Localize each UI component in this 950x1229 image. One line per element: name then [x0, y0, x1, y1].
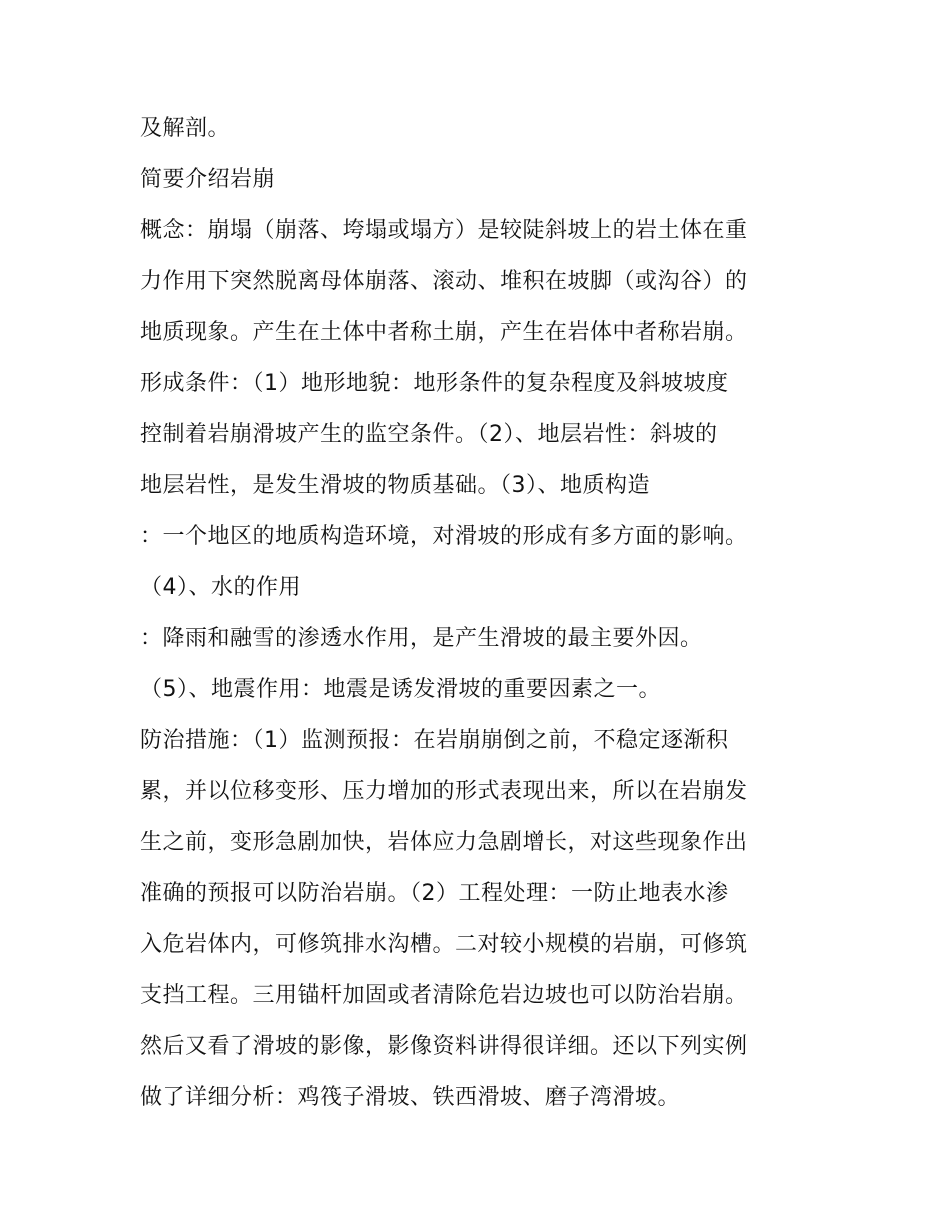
- text-line: 然后又看了滑坡的影像，影像资料讲得很详细。还以下列实例: [140, 1034, 748, 1059]
- text-line: 做了详细分析：鸡筏子滑坡、铁西滑坡、磨子湾滑坡。: [140, 1085, 681, 1110]
- text-line: 地层岩性，是发生滑坡的物质基础。（3）、地质构造: [140, 473, 650, 498]
- text-line: 生之前，变形急剧加快，岩体应力急剧增长，对这些现象作出: [140, 830, 748, 855]
- text-line: 及解剖。: [140, 116, 231, 141]
- text-line: （5）、地震作用：地震是诱发滑坡的重要因素之一。: [140, 677, 661, 702]
- section-heading: 简要介绍岩崩: [140, 167, 276, 192]
- text-line: 累，并以位移变形、压力增加的形式表现出来，所以在岩崩发: [140, 779, 748, 804]
- text-line: 力作用下突然脱离母体崩落、滚动、堆积在坡脚（或沟谷）的: [140, 269, 748, 294]
- text-line: 入危岩体内，可修筑排水沟槽。二对较小规模的岩崩，可修筑: [140, 932, 748, 957]
- text-line: ：一个地区的地质构造环境，对滑坡的形成有多方面的影响。: [140, 524, 748, 549]
- text-line: （4）、水的作用: [140, 575, 301, 600]
- text-line: ：降雨和融雪的渗透水作用，是产生滑坡的最主要外因。: [140, 626, 703, 651]
- text-line: 防治措施：（1）监测预报：在岩崩崩倒之前，不稳定逐渐积: [140, 728, 729, 753]
- text-line: 概念：崩塌（崩落、垮塌或塌方）是较陡斜坡上的岩土体在重: [140, 218, 748, 243]
- text-line: 控制着岩崩滑坡产生的监空条件。（2）、地层岩性：斜坡的: [140, 422, 718, 447]
- text-line: 支挡工程。三用锚杆加固或者清除危岩边坡也可以防治岩崩。: [140, 983, 748, 1008]
- text-line: 地质现象。产生在土体中者称土崩，产生在岩体中者称岩崩。: [140, 320, 748, 345]
- text-line: 准确的预报可以防治岩崩。（2）工程处理：一防止地表水渗: [140, 881, 729, 906]
- text-line: 形成条件：（1）地形地貌：地形条件的复杂程度及斜坡坡度: [140, 371, 729, 396]
